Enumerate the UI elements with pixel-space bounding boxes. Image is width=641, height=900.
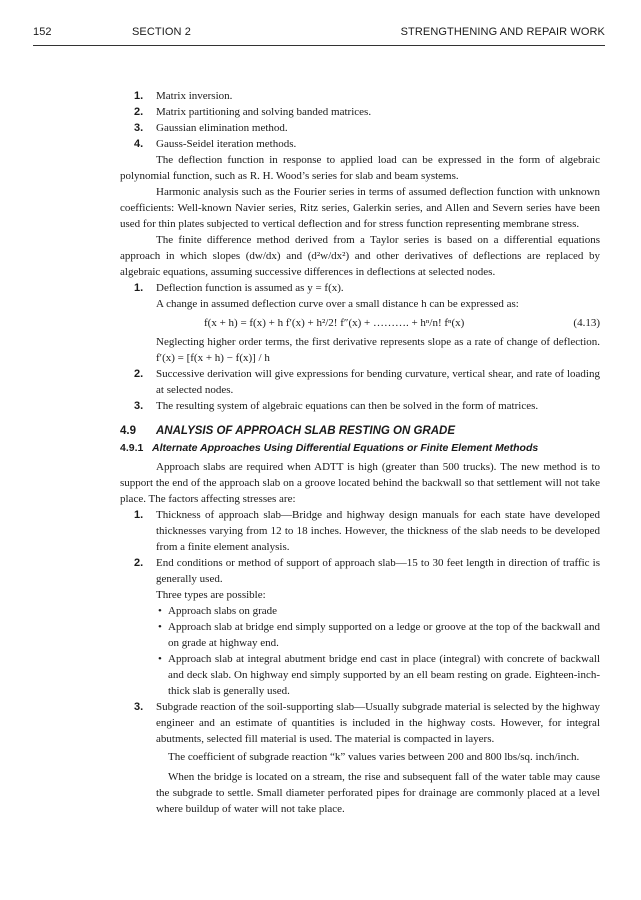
page-body bbox=[120, 88, 600, 817]
section-label: SECTION 2 bbox=[132, 26, 191, 38]
list-text: Successive derivation will give expressions for bending curvature, vertical shear, and rate of loading at selected nodes. bbox=[156, 368, 600, 396]
list-number: 2. bbox=[134, 106, 144, 118]
list-subtext: Neglecting higher order terms, the first derivative represents slope as a rate of change of deflection. f′(x) = [f(x + h) − f(x)] / h bbox=[156, 336, 600, 364]
subsection-heading-4-9-1 bbox=[120, 440, 600, 457]
list-subtext: A change in assumed deflection curve over a small distance h can be expressed as: bbox=[156, 298, 519, 310]
list-number: 2. bbox=[134, 368, 144, 380]
list-item bbox=[120, 104, 600, 120]
bullet-text: Approach slab at integral abutment bridge end cast in place (integral) with concrete of backwall and deck slab. On highway end simply supported by an ell beam resting on grade. Eighteen-inch-thick slab is generally used. bbox=[168, 653, 600, 697]
list-item bbox=[120, 120, 600, 136]
section-number: 4.9 bbox=[120, 425, 136, 437]
bullet-item bbox=[120, 619, 600, 651]
list-text: End conditions or method of support of approach slab—15 to 30 feet length in direction of traffic is generally used. bbox=[156, 557, 600, 585]
paragraph-finite-difference: The finite difference method derived from a Taylor series is based on a differential equations approach in which slopes (dw/dx) and (d²w/dx²) and other derivatives of deflections are replaced by algebraic equations, assuming successive differences in deflections at selected nodes. bbox=[120, 234, 600, 278]
list-item bbox=[120, 398, 600, 414]
list-text: The resulting system of algebraic equations can then be solved in the form of matrices. bbox=[156, 400, 539, 412]
bullet-text: Approach slabs on grade bbox=[168, 605, 278, 617]
bullet-item bbox=[120, 651, 600, 699]
list-number: 4. bbox=[134, 138, 144, 150]
section-title: ANALYSIS OF APPROACH SLAB RESTING ON GRADE bbox=[156, 425, 456, 437]
list-item bbox=[120, 88, 600, 104]
list-number: 1. bbox=[134, 90, 144, 102]
list-item bbox=[120, 280, 600, 296]
paragraph-approach-slabs: Approach slabs are required when ADTT is high (greater than 500 trucks). The new method is to support the end of the approach slab on a groove located behind the backwall so that settlement will not take place. The factors affecting stresses are: bbox=[120, 461, 600, 505]
list-item bbox=[120, 507, 600, 555]
list-text: Subgrade reaction of the soil-supporting slab—Usually subgrade material is selected by the highway engineer and an estimate of quantities is included in the highway costs. However, for integral abutments, selected fill material is used. The material is compacted in layers. bbox=[156, 701, 600, 745]
equation-4-13 bbox=[120, 312, 600, 334]
list-text: Matrix partitioning and solving banded matrices. bbox=[156, 106, 372, 118]
bullet-icon: • bbox=[158, 605, 162, 617]
list-text: Gaussian elimination method. bbox=[156, 122, 288, 134]
equation-number: (4.13) bbox=[573, 317, 600, 329]
list-text: Gauss-Seidel iteration methods. bbox=[156, 138, 297, 150]
subsection-title: Alternate Approaches Using Differential Equations or Finite Element Methods bbox=[152, 442, 539, 454]
page-header bbox=[33, 26, 605, 40]
list-number: 1. bbox=[134, 509, 144, 521]
list-number: 2. bbox=[134, 557, 144, 569]
page-number: 152 bbox=[33, 26, 52, 38]
list-text: Matrix inversion. bbox=[156, 90, 233, 102]
running-title: STRENGTHENING AND REPAIR WORK bbox=[400, 26, 605, 38]
list-item bbox=[120, 699, 600, 747]
list-text: Deflection function is assumed as y = f(x). bbox=[156, 282, 344, 294]
list-number: 1. bbox=[134, 282, 144, 294]
list-number: 3. bbox=[134, 122, 144, 134]
section-heading-4-9 bbox=[120, 423, 600, 440]
bullet-icon: • bbox=[158, 621, 162, 633]
bullet-text: Approach slab at bridge end simply supported on a ledge or groove at the top of the backwall and on grade at highway end. bbox=[168, 621, 600, 649]
bullet-item bbox=[120, 603, 600, 619]
bullet-icon: • bbox=[158, 653, 162, 665]
paragraph-deflection-function: The deflection function in response to applied load can be expressed in the form of algebraic polynomial function, such as R. H. Wood’s series for slab and beam systems. bbox=[120, 154, 600, 182]
list-subtext: The coefficient of subgrade reaction “k” values varies between 200 and 800 lbs/sq. inch/inch. bbox=[168, 751, 580, 763]
paragraph-harmonic-analysis: Harmonic analysis such as the Fourier series in terms of assumed deflection function with unknown coefficients: Well-known Navier series, Ritz series, Galerkin series, and Allen and Severn series have been used for thin plates subjected to vertical deflection and for stress function representing membrane stress. bbox=[120, 186, 600, 230]
list-subtext: Three types are possible: bbox=[156, 589, 266, 601]
subsection-number: 4.9.1 bbox=[120, 442, 144, 454]
header-rule bbox=[33, 45, 605, 46]
list-item bbox=[120, 136, 600, 152]
list-item bbox=[120, 555, 600, 587]
list-item bbox=[120, 366, 600, 398]
list-subtext: When the bridge is located on a stream, the rise and subsequent fall of the water table may cause the subgrade to settle. Small diameter perforated pipes for drainage are commonly placed at a level where buildup of water will not take place. bbox=[156, 771, 600, 815]
list-number: 3. bbox=[134, 400, 144, 412]
list-number: 3. bbox=[134, 701, 144, 713]
equation-text: f(x + h) = f(x) + h f′(x) + h²/2! f″(x) + ………. + hⁿ/n! fⁿ(x) bbox=[204, 317, 465, 329]
list-text: Thickness of approach slab—Bridge and highway design manuals for each state have developed thicknesses varying from 12 to 18 inches. However, the thickness of the slab needs to be developed from a finite element analysis. bbox=[156, 509, 600, 553]
